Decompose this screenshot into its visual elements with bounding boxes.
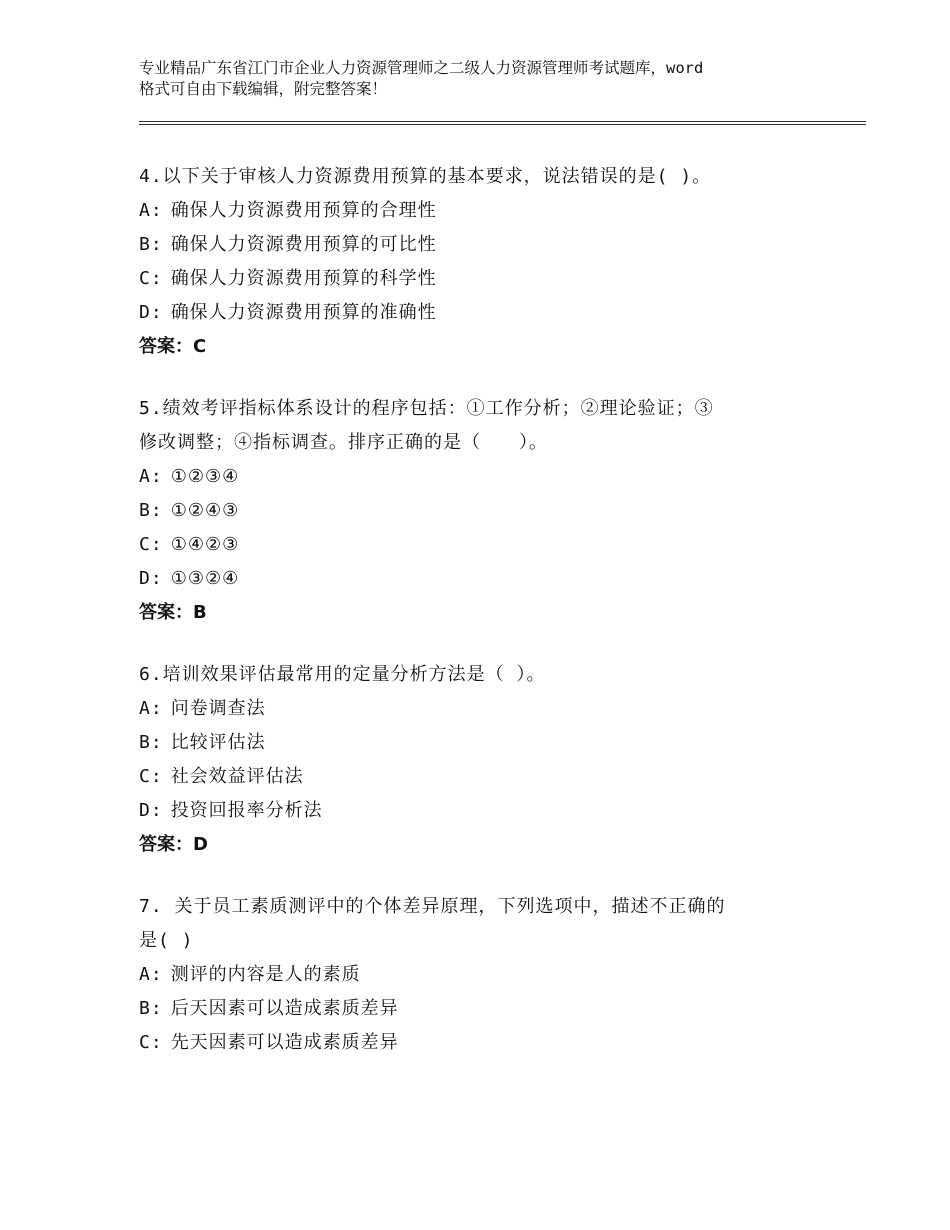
header-divider-bottom <box>139 124 866 125</box>
option-letter: D: <box>139 800 163 821</box>
option-text: 后天因素可以造成素质差异 <box>170 998 399 1019</box>
question-6 <box>139 658 839 862</box>
question-text: 5.绩效考评指标体系设计的程序包括：①工作分析；②理论验证；③ <box>139 398 714 419</box>
question-text: 4.以下关于审核人力资源费用预算的基本要求，说法错误的是( )。 <box>139 166 712 187</box>
option-c <box>139 262 839 296</box>
option-text: 问卷调查法 <box>170 698 266 719</box>
option-a <box>139 194 839 228</box>
option-text: 投资回报率分析法 <box>170 800 323 821</box>
option-b <box>139 228 839 262</box>
option-text: ①②③④ <box>170 466 240 487</box>
question-text: 是( ) <box>139 930 194 951</box>
option-letter: A: <box>139 698 163 719</box>
question-text: 6.培训效果评估最常用的定量分析方法是（ ）。 <box>139 664 546 685</box>
option-text: ①④②③ <box>170 534 240 555</box>
option-c <box>139 1026 839 1060</box>
option-text: 确保人力资源费用预算的可比性 <box>170 234 437 255</box>
option-letter: A: <box>139 200 163 221</box>
question-7 <box>139 890 839 1060</box>
option-text: 确保人力资源费用预算的合理性 <box>170 200 437 221</box>
option-letter: C: <box>139 534 163 555</box>
option-text: ①②④③ <box>170 500 240 521</box>
answer-line: 答案：B <box>139 602 207 623</box>
option-letter: C: <box>139 766 163 787</box>
option-text: 先天因素可以造成素质差异 <box>170 1032 399 1053</box>
question-4 <box>139 160 839 364</box>
option-b <box>139 726 839 760</box>
option-d <box>139 296 839 330</box>
option-letter: C: <box>139 268 163 289</box>
option-b <box>139 494 839 528</box>
question-list <box>139 160 839 1088</box>
question-text: 7. 关于员工素质测评中的个体差异原理，下列选项中，描述不正确的 <box>139 896 726 917</box>
header-divider-top <box>139 121 866 122</box>
option-letter: B: <box>139 732 163 753</box>
option-letter: D: <box>139 302 163 323</box>
option-letter: B: <box>139 500 163 521</box>
option-c <box>139 760 839 794</box>
answer-line: 答案：C <box>139 336 207 357</box>
header-line: 格式可自由下载编辑，附完整答案！ <box>139 80 388 98</box>
option-text: ①③②④ <box>170 568 240 589</box>
option-b <box>139 992 839 1026</box>
option-a <box>139 692 839 726</box>
option-a <box>139 958 839 992</box>
option-letter: A: <box>139 964 163 985</box>
header-line: 专业精品广东省江门市企业人力资源管理师之二级人力资源管理师考试题库，word <box>139 59 704 77</box>
option-text: 测评的内容是人的素质 <box>170 964 361 985</box>
option-text: 比较评估法 <box>170 732 266 753</box>
option-letter: B: <box>139 998 163 1019</box>
option-letter: B: <box>139 234 163 255</box>
document-header <box>139 58 839 100</box>
question-text: 修改调整；④指标调查。排序正确的是（ ）。 <box>139 432 548 453</box>
option-text: 社会效益评估法 <box>170 766 304 787</box>
question-5 <box>139 392 839 630</box>
option-letter: A: <box>139 466 163 487</box>
option-a <box>139 460 839 494</box>
option-d <box>139 562 839 596</box>
answer-line: 答案：D <box>139 834 208 855</box>
option-d <box>139 794 839 828</box>
option-c <box>139 528 839 562</box>
option-letter: C: <box>139 1032 163 1053</box>
option-text: 确保人力资源费用预算的准确性 <box>170 302 437 323</box>
option-letter: D: <box>139 568 163 589</box>
option-text: 确保人力资源费用预算的科学性 <box>170 268 437 289</box>
